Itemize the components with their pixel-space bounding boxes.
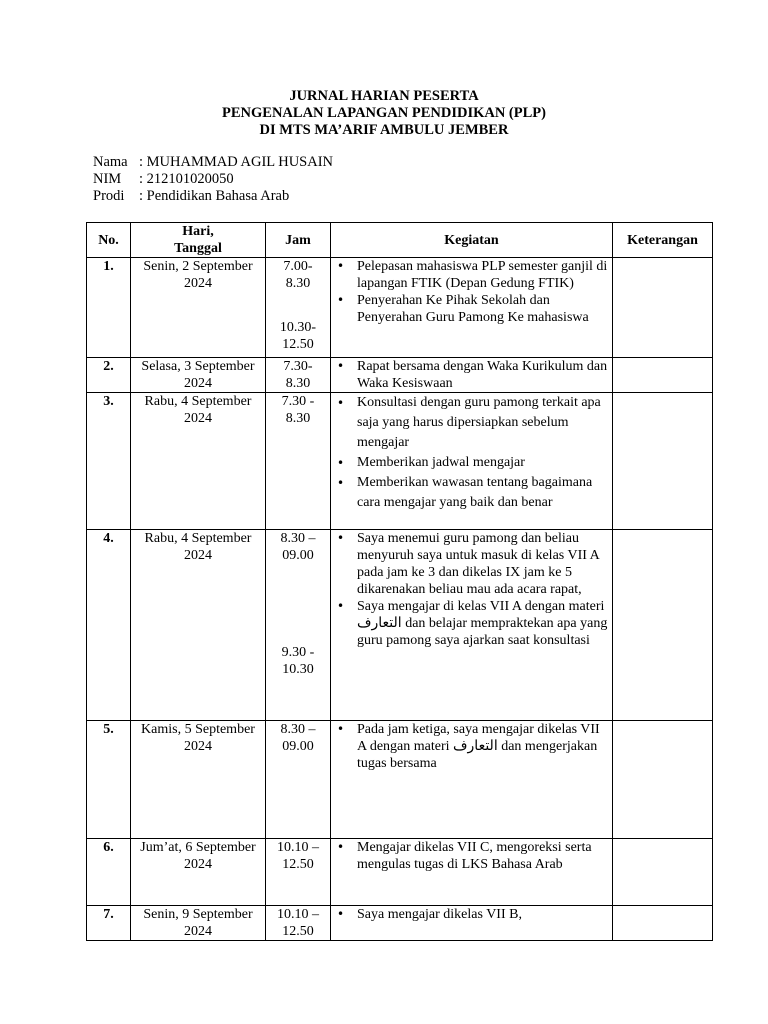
- activity-item: • Rapat bersama dengan Waka Kurikulum dan Waka Kesiswaan: [357, 358, 608, 392]
- journal-body: [87, 258, 713, 941]
- identity-label: Prodi: [93, 188, 125, 204]
- identity-prodi: [93, 188, 333, 205]
- table-row: [87, 258, 713, 358]
- activity-item: • Memberikan jadwal mengajar: [357, 453, 608, 473]
- row-kegiatan: [331, 906, 613, 941]
- jam-time: 8.30 – 09.00: [280, 722, 316, 754]
- row-keterangan: [613, 839, 713, 906]
- identity-value: : Pendidikan Bahasa Arab: [139, 188, 290, 204]
- jam-time: 7.30- 8.30: [283, 359, 313, 391]
- activity-item: • Saya mengajar dikelas VII B,: [357, 906, 608, 923]
- activity-item: • Saya menemui guru pamong dan beliau menyuruh saya untuk masuk di kelas VII A pada jam ke 3 dan dikelas IX jam ke 5 dikarenakan beliau mau ada acara rapat,: [357, 530, 608, 598]
- table-row: [87, 721, 713, 839]
- activity-list: [331, 358, 612, 392]
- row-jam: [266, 358, 331, 393]
- row-kegiatan: [331, 258, 613, 358]
- row-jam: [266, 258, 331, 358]
- jam-time: 9.30 - 10.30: [281, 645, 315, 677]
- row-number: 5.: [87, 721, 131, 839]
- activity-list: [331, 839, 612, 873]
- activity-list: [331, 906, 612, 923]
- table-row: [87, 906, 713, 941]
- title-line-1: JURNAL HARIAN PESERTA: [289, 88, 479, 104]
- jam-time: 10.30- 12.50: [279, 320, 317, 352]
- activity-item: • Mengajar dikelas VII C, mengoreksi serta mengulas tugas di LKS Bahasa Arab: [357, 839, 608, 873]
- document-title: [0, 88, 768, 139]
- jam-time: 10.10 – 12.50: [277, 907, 319, 939]
- row-number: 2.: [87, 358, 131, 393]
- table-header-row: [87, 223, 713, 258]
- row-number: 4.: [87, 530, 131, 721]
- row-date: Kamis, 5 September 2024: [131, 721, 266, 839]
- row-jam: [266, 721, 331, 839]
- row-keterangan: [613, 258, 713, 358]
- header-date-line1: Hari,: [182, 224, 214, 239]
- row-date: Rabu, 4 September 2024: [131, 530, 266, 721]
- activity-item: • Saya mengajar di kelas VII A dengan materi التعارف dan belajar mempraktekan apa yang guru pamong saya ajarkan saat konsultasi: [357, 598, 608, 649]
- activity-list: [331, 721, 612, 772]
- row-kegiatan: [331, 721, 613, 839]
- table-row: [87, 358, 713, 393]
- row-jam: [266, 906, 331, 941]
- row-number: 3.: [87, 393, 131, 530]
- row-keterangan: [613, 721, 713, 839]
- jam-time: 7.30 - 8.30: [281, 394, 315, 426]
- row-number: 6.: [87, 839, 131, 906]
- activity-item: • Pada jam ketiga, saya mengajar dikelas VII A dengan materi التعارف dan mengerjakan tugas bersama: [357, 721, 608, 772]
- row-keterangan: [613, 906, 713, 941]
- row-jam: [266, 393, 331, 530]
- row-date: Senin, 9 September 2024: [131, 906, 266, 941]
- row-kegiatan: [331, 530, 613, 721]
- activity-item: • Memberikan wawasan tentang bagaimana cara mengajar yang baik dan benar: [357, 473, 608, 513]
- activity-item: • Penyerahan Ke Pihak Sekolah dan Penyerahan Guru Pamong Ke mahasiswa: [357, 292, 608, 326]
- activity-item: • Konsultasi dengan guru pamong terkait apa saja yang harus dipersiapkan sebelum mengajar: [357, 393, 608, 453]
- header-date-line2: Tanggal: [174, 241, 222, 256]
- row-number: 7.: [87, 906, 131, 941]
- row-keterangan: [613, 393, 713, 530]
- header-no: No.: [87, 223, 131, 258]
- header-kegiatan: Kegiatan: [331, 223, 613, 258]
- row-keterangan: [613, 530, 713, 721]
- identity-label: NIM: [93, 171, 122, 187]
- row-jam: [266, 530, 331, 721]
- row-date: Jum’at, 6 September 2024: [131, 839, 266, 906]
- jam-time: 7.00- 8.30: [283, 259, 313, 291]
- header-jam: Jam: [266, 223, 331, 258]
- journal-table: [86, 222, 713, 941]
- header-keterangan: Keterangan: [613, 223, 713, 258]
- activity-list: [331, 530, 612, 649]
- identity-block: [93, 154, 333, 205]
- jam-time: 10.10 – 12.50: [277, 840, 319, 872]
- row-date: Selasa, 3 September 2024: [131, 358, 266, 393]
- title-line-3: DI MTS MA’ARIF AMBULU JEMBER: [259, 122, 509, 138]
- jam-time: 8.30 – 09.00: [280, 531, 316, 563]
- header-date: [131, 223, 266, 258]
- table-row: [87, 839, 713, 906]
- row-kegiatan: [331, 393, 613, 530]
- row-kegiatan: [331, 839, 613, 906]
- activity-list: [331, 393, 612, 513]
- table-row: [87, 393, 713, 530]
- identity-nim: [93, 171, 333, 188]
- identity-value: : 212101020050: [139, 171, 234, 187]
- row-jam: [266, 839, 331, 906]
- row-kegiatan: [331, 358, 613, 393]
- row-date: Rabu, 4 September 2024: [131, 393, 266, 530]
- identity-label: Nama: [93, 154, 128, 170]
- identity-name: [93, 154, 333, 171]
- activity-item: • Pelepasan mahasiswa PLP semester ganjil di lapangan FTIK (Depan Gedung FTIK): [357, 258, 608, 292]
- title-line-2: PENGENALAN LAPANGAN PENDIDIKAN (PLP): [222, 105, 546, 121]
- row-number: 1.: [87, 258, 131, 358]
- activity-list: [331, 258, 612, 326]
- identity-value: : MUHAMMAD AGIL HUSAIN: [139, 154, 334, 170]
- row-keterangan: [613, 358, 713, 393]
- row-date: Senin, 2 September 2024: [131, 258, 266, 358]
- table-row: [87, 530, 713, 721]
